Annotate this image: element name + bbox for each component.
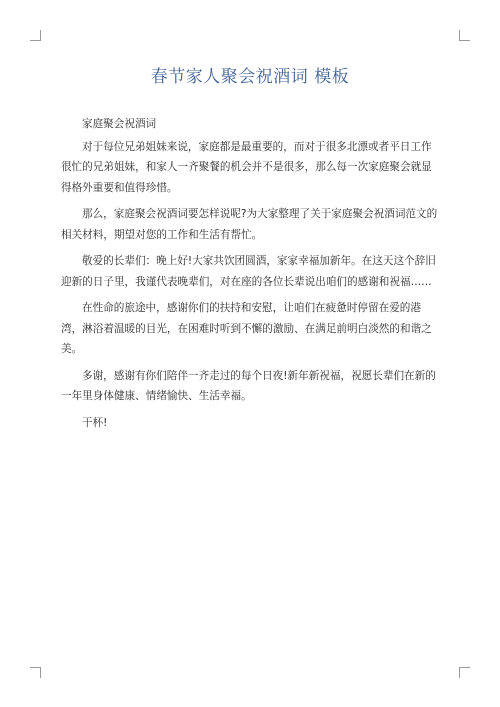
document-body [61,114,439,439]
crop-mark-top-left [30,30,41,41]
page-title: 春节家人聚会祝酒词 模板 [150,67,350,87]
paragraph-4: 在性命的旅途中，感谢你们的扶持和安慰，让咱们在疲惫时停留在爱的港湾，淋浴着温暖的目光，在困难时听到不懈的激励、在满足前明白淡然的和谐之美。 [61,302,432,355]
paragraph-1: 对于每位兄弟姐妹来说，家庭都是最重要的，而对于很多北漂或者平日工作很忙的兄弟姐妹，和家人一齐聚餐的机会并不是很多，那么每一次家庭聚会就显得格外重要和值得珍惜。 [61,140,432,194]
crop-mark-bottom-left [30,667,41,678]
paragraph-6: 干杯! [82,416,108,429]
crop-mark-top-right [459,30,470,41]
crop-mark-bottom-right [459,667,470,678]
section-subtitle: 家庭聚会祝酒词 [82,118,157,130]
paragraph-5: 多谢，感谢有你们陪伴一齐走过的每个日夜!新年新祝福，祝愿长辈们在新的一年里身体健康、情绪愉快、生活幸福。 [61,369,436,402]
paragraph-2: 那么，家庭聚会祝酒词要怎样说呢?为大家整理了关于家庭聚会祝酒词范文的相关材料，期望对您的工作和生活有帮忙。 [61,208,438,241]
paragraph-3: 敬爱的长辈们：晚上好!大家共饮团圆酒，家家幸福加新年。在这天这个辞旧迎新的日子里，我谨代表晚辈们，对在座的各位长辈说出咱们的感谢和祝福…… [61,255,436,288]
